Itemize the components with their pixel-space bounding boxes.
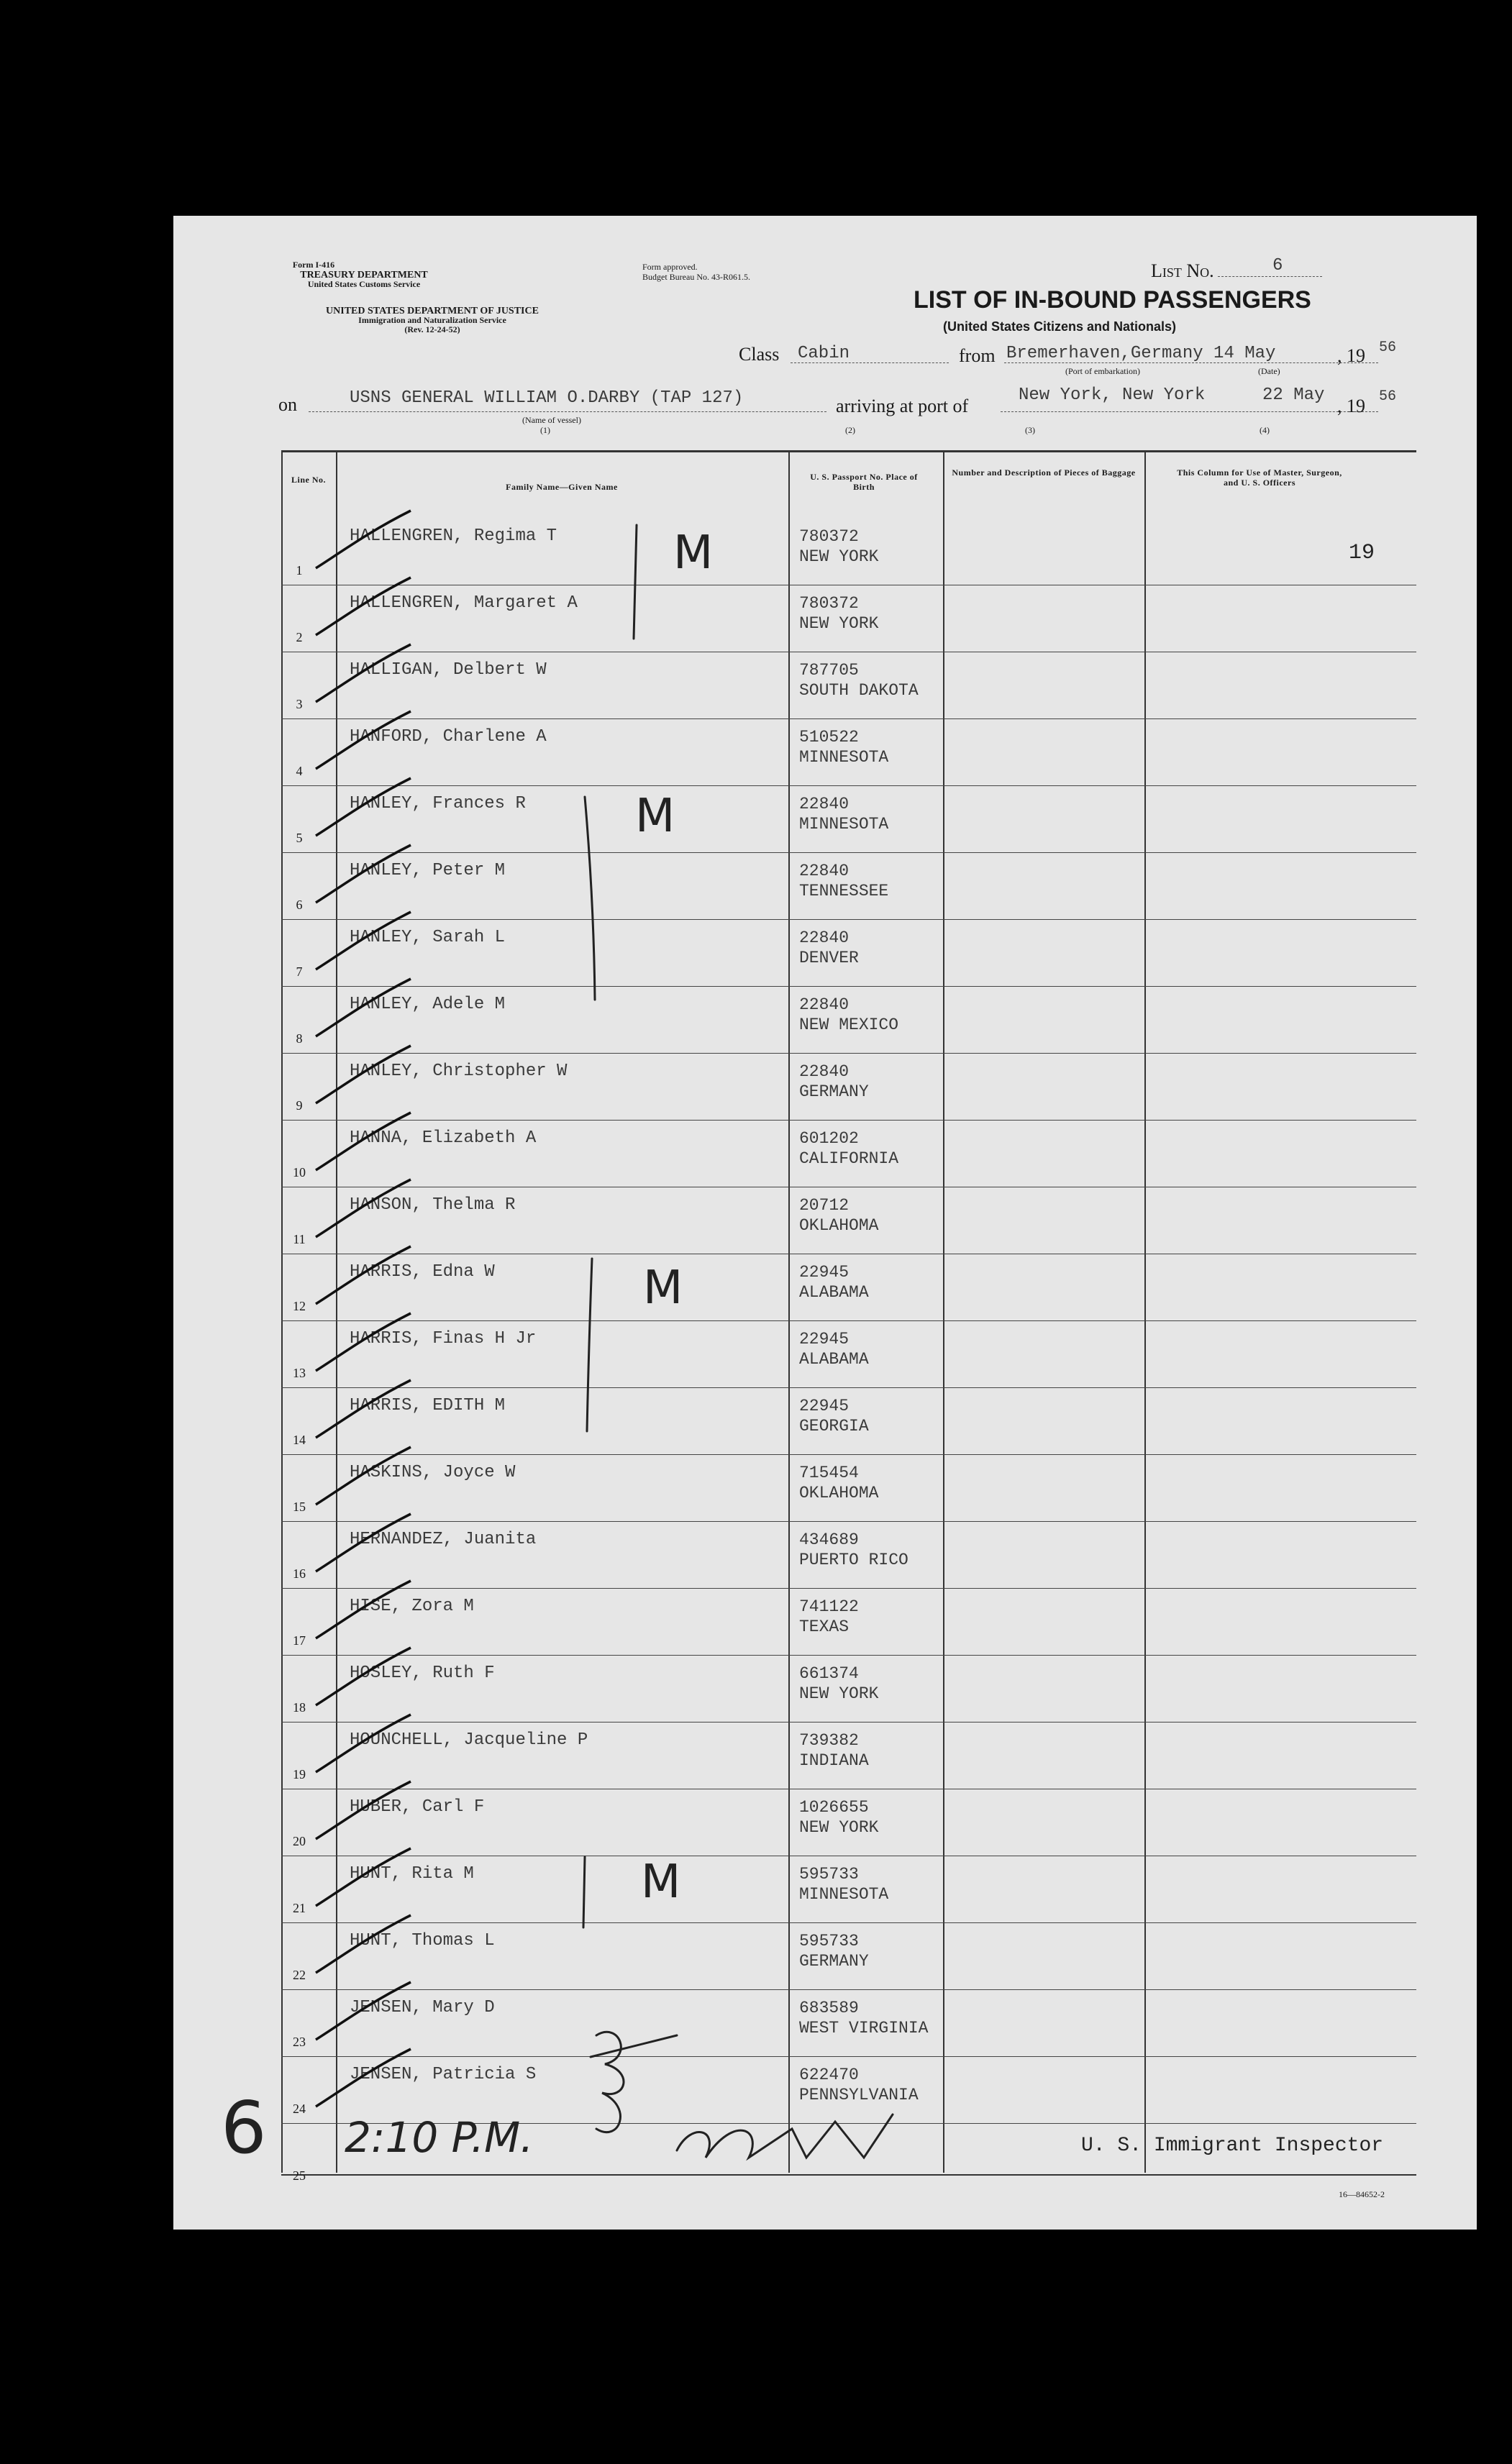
line-number: 11	[293, 1232, 306, 1246]
line-number: 3	[296, 697, 303, 711]
form-subtitle: (United States Citizens and Nationals)	[943, 319, 1177, 334]
passenger-name: HANLEY, Christopher W	[350, 1062, 568, 1081]
place-of-birth: SOUTH DAKOTA	[799, 681, 919, 700]
place-of-birth: ALABAMA	[799, 1283, 869, 1302]
check-marks-layer	[173, 216, 1477, 2230]
header-passport: U. S. Passport No. Place of Birth	[810, 472, 918, 492]
officer-note-row1: 19	[1349, 541, 1375, 565]
col3-num: (3)	[1025, 425, 1035, 435]
place-of-birth: WEST VIRGINIA	[799, 2019, 929, 2038]
margin-mark: 6	[221, 2086, 267, 2170]
place-of-birth: NEW YORK	[799, 1818, 879, 1837]
header-baggage: Number and Description of Pieces of Baggage	[952, 467, 1136, 478]
check-mark	[316, 1046, 411, 1103]
footer-code: 16—84652-2	[1339, 2189, 1385, 2199]
vessel-name: USNS GENERAL WILLIAM O.DARBY (TAP 127)	[350, 388, 744, 408]
place-of-birth: INDIANA	[799, 1751, 869, 1770]
check-mark	[316, 644, 411, 702]
year1-prefix: , 19	[1337, 345, 1365, 366]
place-of-birth: NEW YORK	[799, 614, 879, 633]
check-mark	[316, 1246, 411, 1304]
passenger-name: HANSON, Thelma R	[350, 1195, 516, 1215]
list-no-label: List No.	[1151, 260, 1214, 281]
on-label: on	[278, 394, 297, 415]
passport-number: 22840	[799, 928, 850, 947]
passenger-list-form	[173, 216, 1477, 2230]
justice-dept-label: UNITED STATES DEPARTMENT OF JUSTICE	[326, 306, 539, 316]
place-of-birth: NEW YORK	[799, 1684, 879, 1703]
married-mark: M	[635, 790, 675, 843]
line-number: 6	[296, 898, 303, 912]
passport-number: 715454	[799, 1464, 859, 1482]
passport-number: 22840	[799, 1062, 850, 1081]
col2-num: (2)	[845, 425, 855, 435]
passport-number: 739382	[799, 1731, 859, 1750]
place-of-birth: ALABAMA	[799, 1350, 869, 1369]
place-of-birth: TENNESSEE	[799, 882, 889, 900]
line-number: 12	[293, 1299, 306, 1313]
arriving-label: arriving at port of	[836, 396, 969, 416]
check-mark	[316, 1113, 411, 1170]
check-mark	[316, 511, 411, 568]
passport-number: 22945	[799, 1263, 850, 1282]
arrival-port: New York, New York	[1019, 385, 1206, 405]
check-mark	[316, 1648, 411, 1705]
place-of-birth: DENVER	[799, 949, 859, 967]
passport-number: 1026655	[799, 1798, 869, 1817]
passenger-name: HALLENGREN, Regima T	[350, 526, 557, 546]
arrival-date: 22 May	[1262, 385, 1325, 405]
place-of-birth: OKLAHOMA	[799, 1484, 879, 1502]
passport-number: 434689	[799, 1530, 859, 1549]
passport-number: 683589	[799, 1999, 859, 2017]
married-mark: M	[641, 1856, 681, 1909]
form-title: LIST OF IN-BOUND PASSENGERS	[914, 286, 1311, 314]
check-mark	[316, 1781, 411, 1839]
passenger-name: HARRIS, Edna W	[350, 1262, 495, 1282]
line-number: 25	[293, 2168, 306, 2183]
passenger-name: HOSLEY, Ruth F	[350, 1664, 495, 1683]
form-approved: Form approved.	[642, 262, 698, 272]
place-of-birth: NEW MEXICO	[799, 1016, 899, 1034]
check-mark	[316, 845, 411, 903]
place-of-birth: CALIFORNIA	[799, 1149, 899, 1168]
passenger-name: HOUNCHELL, Jacqueline P	[350, 1730, 588, 1750]
place-of-birth: OKLAHOMA	[799, 1216, 879, 1235]
date-caption: (Date)	[1258, 366, 1280, 376]
line-number: 8	[296, 1031, 303, 1046]
passport-number: 22840	[799, 862, 850, 880]
check-mark	[316, 979, 411, 1036]
inspector-label: U. S. Immigrant Inspector	[1081, 2135, 1384, 2157]
place-of-birth: GERMANY	[799, 1952, 869, 1971]
passenger-name: HARRIS, Finas H Jr	[350, 1329, 537, 1349]
class-label: Class	[739, 344, 780, 365]
passenger-name: HANLEY, Peter M	[350, 861, 506, 880]
passport-number: 22840	[799, 995, 850, 1014]
revision-label: (Rev. 12-24-52)	[404, 324, 460, 334]
place-of-birth: MINNESOTA	[799, 748, 889, 767]
check-mark	[316, 1715, 411, 1772]
place-of-birth: GERMANY	[799, 1082, 869, 1101]
check-mark	[316, 1313, 411, 1371]
line-number: 2	[296, 630, 303, 644]
married-mark: M	[643, 1261, 683, 1315]
vessel-caption: (Name of vessel)	[522, 415, 581, 425]
line-number: 18	[293, 1700, 306, 1715]
handwritten-time-note: 2:10 P.M.	[345, 2113, 534, 2162]
check-mark	[316, 2049, 411, 2107]
from-label: from	[959, 345, 996, 366]
vessel-col-num: (1)	[540, 425, 550, 435]
passenger-name: HANLEY, Adele M	[350, 995, 506, 1014]
header-officers: This Column for Use of Master, Surgeon, and U. S. Officers	[1177, 467, 1342, 488]
passport-number: 780372	[799, 594, 859, 613]
line-number: 16	[293, 1566, 306, 1581]
year2-prefix: , 19	[1337, 396, 1365, 416]
passenger-name: JENSEN, Mary D	[350, 1998, 495, 2017]
place-of-birth: GEORGIA	[799, 1417, 869, 1436]
passenger-name: JENSEN, Patricia S	[350, 2065, 537, 2084]
line-number: 21	[293, 1901, 306, 1915]
check-mark	[316, 1380, 411, 1438]
passport-number: 595733	[799, 1865, 859, 1884]
passport-number: 622470	[799, 2066, 859, 2084]
place-of-birth: PUERTO RICO	[799, 1551, 908, 1569]
col4-num: (4)	[1260, 425, 1270, 435]
place-of-birth: PENNSYLVANIA	[799, 2086, 919, 2104]
check-mark	[316, 1848, 411, 1906]
passenger-name: HALLIGAN, Delbert W	[350, 660, 547, 680]
place-of-birth: MINNESOTA	[799, 815, 889, 834]
passenger-name: HUNT, Rita M	[350, 1864, 474, 1884]
passenger-name: HASKINS, Joyce W	[350, 1463, 516, 1482]
line-number: 14	[293, 1433, 306, 1447]
embarkation-caption: (Port of embarkation)	[1065, 366, 1140, 376]
passport-number: 22840	[799, 795, 850, 813]
form-number: Form I-416	[292, 260, 335, 270]
passenger-name: HANLEY, Frances R	[350, 794, 526, 813]
line-number: 13	[293, 1366, 306, 1380]
passenger-name: HERNANDEZ, Juanita	[350, 1530, 537, 1549]
passport-number: 595733	[799, 1932, 859, 1950]
place-of-birth: NEW YORK	[799, 547, 879, 566]
line-number: 4	[296, 764, 303, 778]
passport-number: 741122	[799, 1597, 859, 1616]
line-number: 23	[293, 2035, 306, 2049]
passport-number: 510522	[799, 728, 859, 747]
passport-number: 661374	[799, 1664, 859, 1683]
check-mark	[316, 711, 411, 769]
passenger-name: HARRIS, EDITH M	[350, 1396, 506, 1415]
year1-value: 56	[1379, 339, 1397, 356]
list-no-value: 6	[1272, 256, 1283, 275]
header-line-no: Line No.	[291, 475, 326, 485]
from-value: Bremerhaven,Germany 14 May	[1006, 344, 1276, 363]
check-mark	[316, 912, 411, 969]
passport-number: 22945	[799, 1330, 850, 1349]
line-number: 15	[293, 1500, 306, 1514]
passenger-name: HALLENGREN, Margaret A	[350, 593, 578, 613]
check-mark	[316, 1514, 411, 1571]
passenger-name: HISE, Zora M	[350, 1597, 474, 1616]
line-number: 5	[296, 831, 303, 845]
treasury-dept-label: TREASURY DEPARTMENT	[300, 270, 428, 280]
passenger-name: HANLEY, Sarah L	[350, 928, 506, 947]
check-mark	[316, 778, 411, 836]
line-number: 19	[293, 1767, 306, 1781]
header-name: Family Name—Given Name	[506, 482, 618, 492]
passport-number: 20712	[799, 1196, 850, 1215]
line-number: 20	[293, 1834, 306, 1848]
check-mark	[316, 1915, 411, 1973]
class-value: Cabin	[798, 344, 850, 363]
married-mark: M	[673, 526, 714, 580]
check-mark	[316, 1982, 411, 2040]
passport-number: 22945	[799, 1397, 850, 1415]
passenger-name: HANFORD, Charlene A	[350, 727, 547, 747]
year2-value: 56	[1379, 388, 1397, 405]
line-number: 1	[296, 563, 303, 578]
line-number: 7	[296, 964, 303, 979]
customs-service-label: United States Customs Service	[307, 279, 421, 289]
line-number: 9	[296, 1098, 303, 1113]
place-of-birth: MINNESOTA	[799, 1885, 889, 1904]
check-mark	[316, 1447, 411, 1505]
place-of-birth: TEXAS	[799, 1617, 850, 1636]
passport-number: 780372	[799, 527, 859, 546]
passport-number: 787705	[799, 661, 859, 680]
budget-bureau: Budget Bureau No. 43-R061.5.	[642, 272, 750, 282]
check-mark	[316, 578, 411, 635]
line-number: 10	[293, 1165, 306, 1179]
check-mark	[316, 1581, 411, 1638]
line-number: 17	[293, 1633, 306, 1648]
ins-label: Immigration and Naturalization Service	[358, 315, 506, 325]
passport-number: 601202	[799, 1129, 859, 1148]
line-number: 24	[293, 2102, 306, 2116]
passenger-name: HANNA, Elizabeth A	[350, 1128, 537, 1148]
passenger-name: HUBER, Carl F	[350, 1797, 485, 1817]
line-number: 22	[293, 1968, 306, 1982]
passenger-name: HUNT, Thomas L	[350, 1931, 495, 1950]
check-mark	[316, 1179, 411, 1237]
